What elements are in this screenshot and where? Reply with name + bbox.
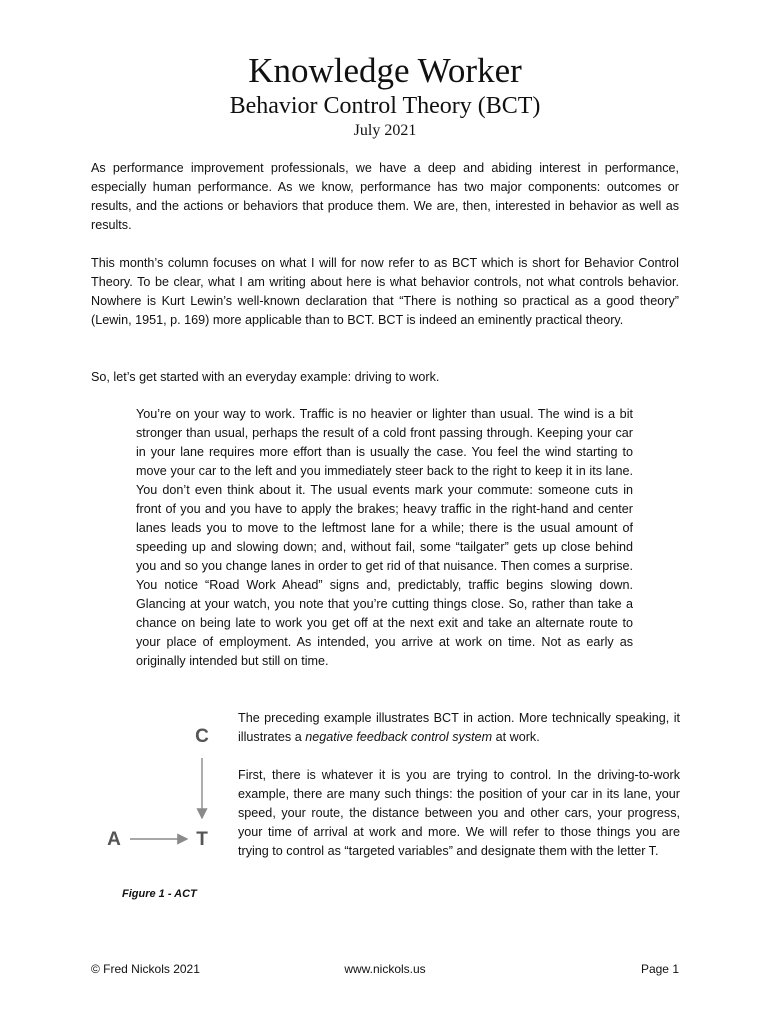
paragraph-targeted-variables: First, there is whatever it is you are trying to control. In the driving-to-work example, there are many such things: the position of your car in its lane, your speed, your route, the distance between you and other cars, your progress, your time of arrival at work and more. We will refer to those things you are trying to control as “targeted variables” and designate them with the letter T.	[238, 768, 680, 858]
footer-copyright: © Fred Nickols 2021	[91, 962, 200, 976]
figure-caption: Figure 1 - ACT	[122, 888, 197, 900]
paragraph-intro: As performance improvement professionals, we have a deep and abiding interest in performance, especially human performance. As we know, performance has two major components: outcomes or results, and the actions or behaviors that produce them. We are, then, interested in behavior as well as results.	[91, 161, 679, 232]
example-block-quote: You’re on your way to work. Traffic is no heavier or lighter than usual. The wind is a bit stronger than usual, perhaps the result of a cold front passing through. Keeping your car in your lane requires more effort than is usually the case. You feel the wind starting to move your car to the left and you immediately steer back to the right to keep it in its lane. You don’t even think about it. The usual events mark your commute: someone cuts in front of you and you have to apply the brakes; heavy traffic in the right-hand and center lanes leads you to move to the leftmost lane for a while; there is the usual amount of speeding up and slowing down; and, without fail, some “tailgater” gets up close behind you and so you change lanes in order to get rid of that nuisance. Then comes a surprise. You notice “Road Work Ahead” signs and, predictably, traffic begins slowing down. Glancing at your watch, you note that you’re cutting things close. So, rather than take a chance on being late to work you get off at the next exit and take an alternate route to your place of employment. As intended, you arrive at work on time. Not as early as originally intended but still on time.	[136, 407, 633, 668]
figure-label-a: A	[107, 829, 121, 850]
paragraph-illustration-start: The preceding example illustrates BCT in action. More technically speaking, it illustrates a	[238, 711, 680, 744]
page-title: Knowledge Worker	[248, 51, 522, 90]
footer-page-number: Page 1	[640, 962, 679, 976]
page-subtitle: Behavior Control Theory (BCT)	[229, 93, 541, 119]
footer-website: www.nickols.us	[344, 962, 426, 976]
paragraph-example-intro: So, let’s get started with an everyday example: driving to work.	[91, 370, 440, 384]
paragraph-bct: This month’s column focuses on what I will for now refer to as BCT which is short for Behavior Control Theory. To be clear, what I am writing about here is what behavior controls, not what controls behavior. Nowhere is Kurt Lewin’s well-known declaration that “There is nothing so practical as a good theory” (Lewin, 1951, p. 169) more applicable than to BCT. BCT is indeed an eminently practical theory.	[91, 256, 679, 327]
paragraph-illustration	[238, 709, 680, 747]
paragraph-illustration-end: at work.	[492, 730, 540, 744]
paragraph-illustration-term: negative feedback control system	[305, 730, 493, 744]
figure-label-t: T	[196, 829, 208, 850]
figure-label-c: C	[195, 726, 209, 747]
page-date: July 2021	[353, 122, 417, 139]
act-figure	[100, 720, 225, 865]
